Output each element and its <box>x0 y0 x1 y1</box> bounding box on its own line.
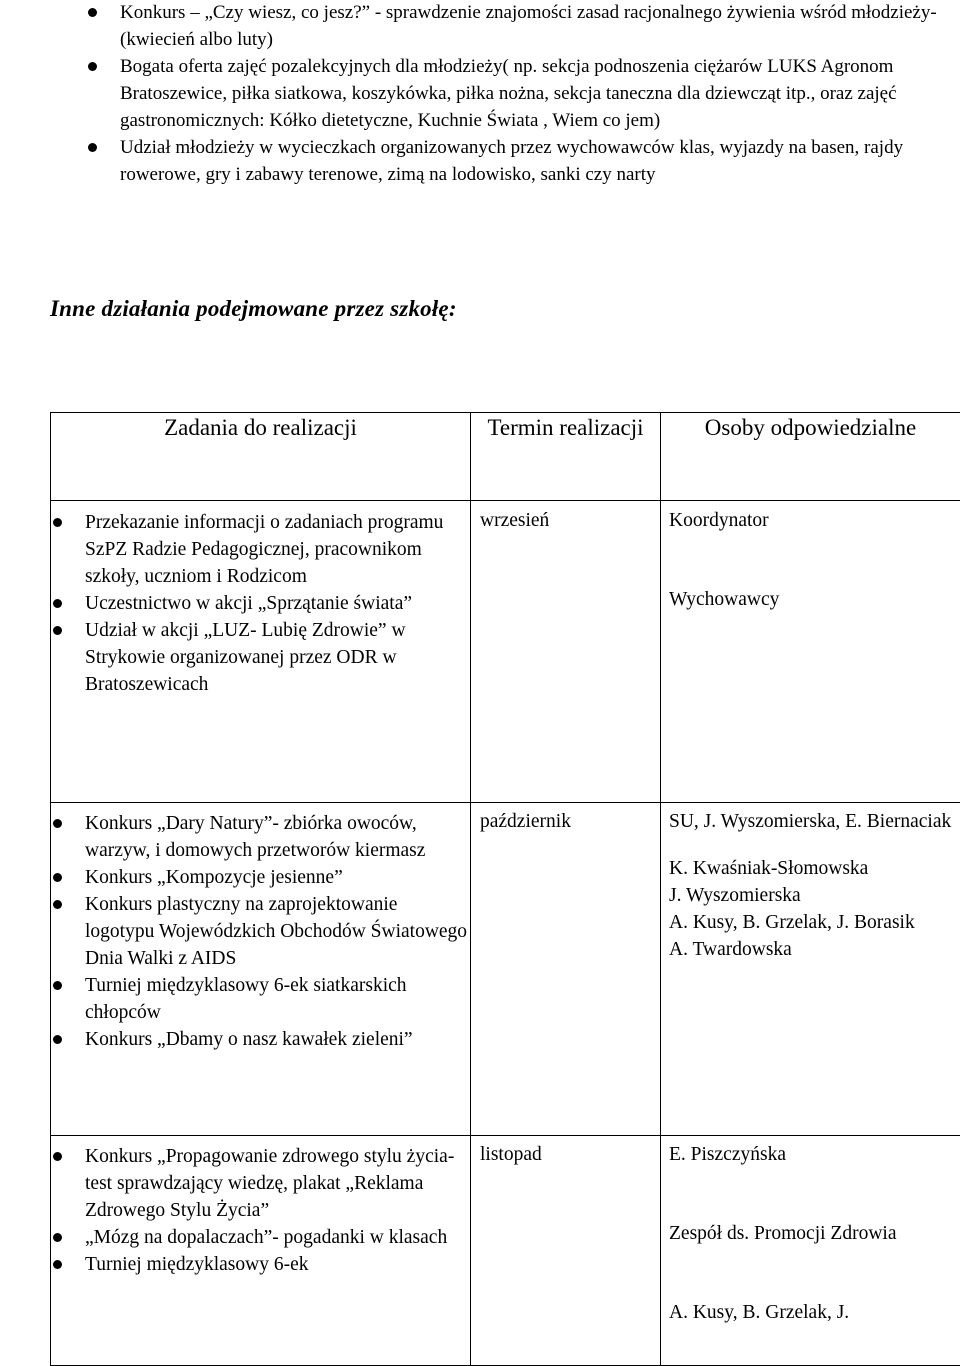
header-people: Osoby odpowiedzialne <box>661 413 960 501</box>
responsible-person: E. Piszczyńska <box>669 1141 960 1168</box>
section-heading: Inne działania podejmowane przez szkołę: <box>50 296 457 322</box>
responsible-person: A. Kusy, B. Grzelak, J. <box>669 1299 960 1326</box>
tasks-cell <box>51 803 471 1136</box>
responsible-person: Zespół ds. Promocji Zdrowia <box>669 1220 960 1247</box>
activities-table <box>50 412 960 1366</box>
table-row <box>51 803 960 1136</box>
task-item: Turniej międzyklasowy 6-ek siatkarskich chłopców <box>85 972 470 1026</box>
task-item: Konkurs „Propagowanie zdrowego stylu życia-test sprawdzający wiedzę, plakat „Reklama Zdrowego Stylu Życia” <box>85 1143 470 1224</box>
list-item: Udział młodzieży w wycieczkach organizowanych przez wychowawców klas, wyjazdy na basen, rajdy rowerowe, gry i zabawy terenowe, zimą na lodowisko, sanki czy narty <box>88 134 948 188</box>
task-item: Udział w akcji „LUZ- Lubię Zdrowie” w Strykowie organizowanej przez ODR w Bratoszewicach <box>85 617 470 698</box>
term-value: październik <box>471 808 660 835</box>
table-row <box>51 501 960 803</box>
people-cell <box>661 803 960 1136</box>
task-item: Konkurs „Dary Natury”- zbiórka owoców, warzyw, i domowych przetworów kiermasz <box>85 810 470 864</box>
task-item: Turniej międzyklasowy 6-ek <box>85 1251 470 1278</box>
task-item: Uczestnictwo w akcji „Sprzątanie świata” <box>85 590 470 617</box>
responsible-person: J. Wyszomierska <box>669 882 960 909</box>
activities-bullet-list <box>88 0 948 188</box>
task-item: Konkurs „Dbamy o nasz kawałek zieleni” <box>85 1026 470 1053</box>
list-item: Konkurs – „Czy wiesz, co jesz?” - sprawdzenie znajomości zasad racjonalnego żywienia wśród młodzieży- (kwiecień albo luty) <box>88 0 948 53</box>
responsible-person: Koordynator <box>669 507 960 534</box>
task-item: Konkurs plastyczny na zaprojektowanie logotypu Wojewódzkich Obchodów Światowego Dnia Walki z AIDS <box>85 891 470 972</box>
table-row <box>51 1136 960 1366</box>
task-item: Przekazanie informacji o zadaniach programu SzPZ Radzie Pedagogicznej, pracownikom szkoły, uczniom i Rodzicom <box>85 509 470 590</box>
people-cell <box>661 501 960 803</box>
term-value: listopad <box>471 1141 660 1168</box>
responsible-person: A. Twardowska <box>669 936 960 963</box>
term-value: wrzesień <box>471 507 660 534</box>
term-cell <box>471 501 661 803</box>
header-tasks: Zadania do realizacji <box>51 413 471 501</box>
responsible-person: A. Kusy, B. Grzelak, J. Borasik <box>669 909 960 936</box>
tasks-cell <box>51 1136 471 1366</box>
task-item: Konkurs „Kompozycje jesienne” <box>85 864 470 891</box>
list-item: Bogata oferta zajęć pozalekcyjnych dla młodzieży( np. sekcja podnoszenia ciężarów LUKS Agronom Bratoszewice, piłka siatkowa, koszykówka, piłka nożna, sekcja taneczna dla dziewcząt itp., oraz zajęć gastronomicznych: Kółko dietetyczne, Kuchnie Świata , Wiem co jem) <box>88 53 948 134</box>
task-item: „Mózg na dopalaczach”- pogadanki w klasach <box>85 1224 470 1251</box>
people-cell <box>661 1136 960 1366</box>
term-cell <box>471 803 661 1136</box>
responsible-person: K. Kwaśniak-Słomowska <box>669 855 960 882</box>
tasks-cell <box>51 501 471 803</box>
table-header-row <box>51 413 960 501</box>
header-term: Termin realizacji <box>471 413 661 501</box>
responsible-person: SU, J. Wyszomierska, E. Biernaciak <box>669 808 960 835</box>
responsible-person: Wychowawcy <box>669 586 960 613</box>
term-cell <box>471 1136 661 1366</box>
